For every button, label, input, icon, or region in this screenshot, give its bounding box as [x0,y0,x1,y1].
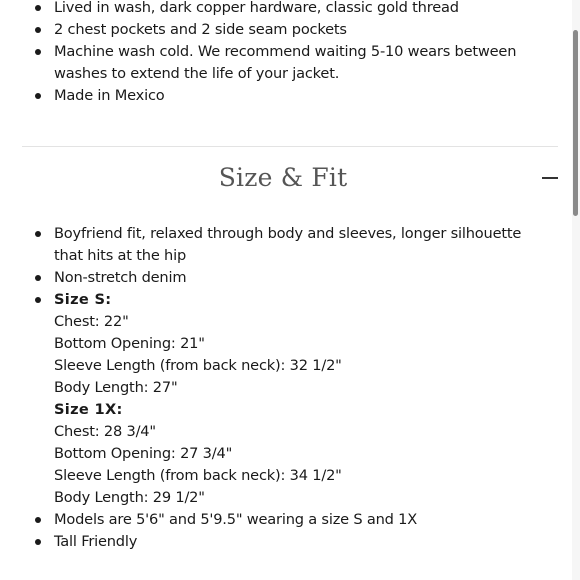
bullet-icon [35,231,41,237]
bullet-icon [35,275,41,281]
size-fit-title: Size & Fit [218,163,348,192]
list-item [0,531,572,553]
list-item [0,0,572,19]
bullet-icon [35,539,41,545]
size-s-chest: Chest: 22" [54,313,129,330]
size-fit-accordion-header[interactable] [0,160,572,198]
minus-icon[interactable] [542,177,558,179]
bullet-icon [35,297,41,303]
list-item [0,289,572,509]
size-1x-bottom-opening: Bottom Opening: 27 3/4" [54,445,233,462]
list-item [0,41,572,85]
list-item [0,223,572,267]
bullet-icon [35,517,41,523]
size-fit-list [0,223,572,553]
list-item [0,85,572,107]
size-1x-chest: Chest: 28 3/4" [54,423,156,440]
fit-description: Boyfriend fit, relaxed through body and sleeves, longer silhouette that hits at the hip [54,225,522,264]
list-item [0,509,572,531]
tall-friendly-info: Tall Friendly [54,533,138,550]
bullet-icon [35,5,41,11]
size-s-body-length: Body Length: 27" [54,379,178,396]
bullet-icon [35,27,41,33]
list-item [0,19,572,41]
size-s-sleeve-length: Sleeve Length (from back neck): 32 1/2" [54,357,342,374]
models-info: Models are 5'6" and 5'9.5" wearing a size S and 1X [54,511,418,528]
size-s-bottom-opening: Bottom Opening: 21" [54,335,205,352]
scrollbar-thumb[interactable] [573,30,578,216]
detail-text: Lived in wash, dark copper hardware, classic gold thread [54,0,459,16]
detail-text: 2 chest pockets and 2 side seam pockets [54,21,347,38]
product-details-list [0,0,572,107]
detail-text: Made in Mexico [54,87,165,104]
section-divider [22,146,558,147]
size-s-heading: Size S: [54,291,112,308]
size-1x-sleeve-length: Sleeve Length (from back neck): 34 1/2" [54,467,342,484]
size-1x-body-length: Body Length: 29 1/2" [54,489,205,506]
bullet-icon [35,49,41,55]
size-1x-heading: Size 1X: [54,401,123,418]
detail-text: Machine wash cold. We recommend waiting 5-10 wears between washes to extend the life of your jacket. [54,43,517,82]
stretch-info: Non-stretch denim [54,269,187,286]
bullet-icon [35,93,41,99]
list-item [0,267,572,289]
